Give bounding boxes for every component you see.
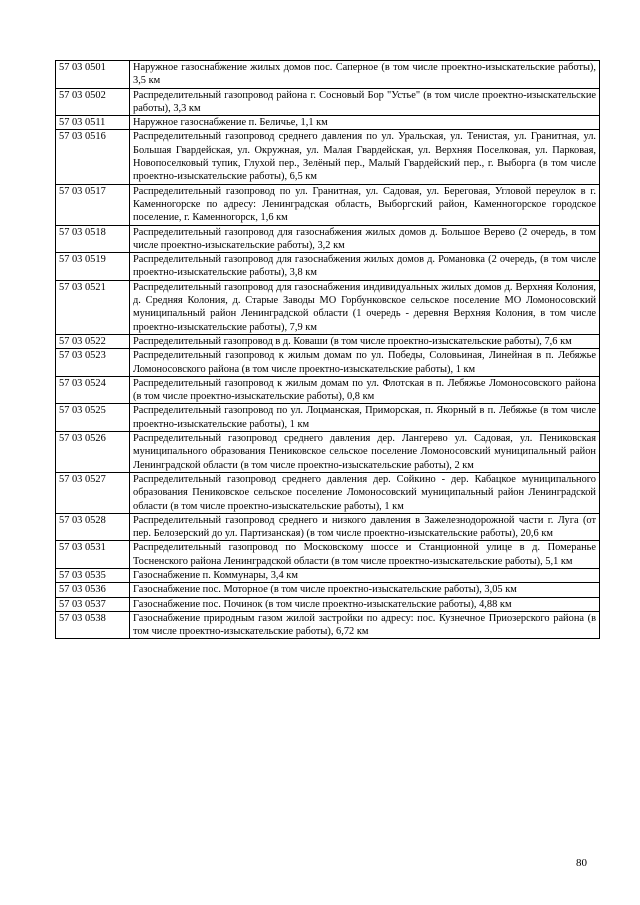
project-description: Распределительный газопровод в д. Коваши (в том числе проектно-изыскательские работы), 7,6 км: [130, 334, 600, 348]
table-body: [56, 61, 600, 639]
project-description: Распределительный газопровод по ул. Лоцманская, Приморская, п. Якорный в п. Лебяжье (в том числе проектно-изыскательские работы), 1 км: [130, 404, 600, 432]
project-description: Газоснабжение пос. Моторное (в том числе проектно-изыскательские работы), 3,05 км: [130, 583, 600, 597]
project-description: Газоснабжение природным газом жилой застройки по адресу: пос. Кузнечное Приозерского района (в том числе проектно-изыскательские работы), 6,72 км: [130, 611, 600, 639]
project-code: 57 03 0519: [56, 253, 130, 281]
project-description: Распределительный газопровод для газоснабжения жилых домов д. Романовка (2 очередь, (в том числе проектно-изыскательские работы), 3,8 км: [130, 253, 600, 281]
project-description: Наружное газоснабжение жилых домов пос. Саперное (в том числе проектно-изыскательские работы), 3,5 км: [130, 61, 600, 89]
project-code: 57 03 0524: [56, 376, 130, 404]
table-row: [56, 513, 600, 541]
project-description: Газоснабжение пос. Починок (в том числе проектно-изыскательские работы), 4,88 км: [130, 597, 600, 611]
table-row: [56, 568, 600, 582]
table-row: [56, 334, 600, 348]
project-description: Распределительный газопровод среднего и низкого давления в Зажелезнодорожной части г. Луга (от пер. Белозерский до ул. Партизанская) (в том числе проектно-изыскательские работы), 20,6 км: [130, 513, 600, 541]
table-row: [56, 404, 600, 432]
project-description: Распределительный газопровод по ул. Гранитная, ул. Садовая, ул. Береговая, Угловой переулок в г. Каменногорске по адресу: Ленинградская область, Выборгский район, Каменногорское городское поселение, г. Каменногорск, 1,6 км: [130, 184, 600, 225]
project-description: Распределительный газопровод к жилым домам по ул. Победы, Соловьиная, Линейная в п. Лебяжье Ломоносовского района (в том числе проектно-изыскательские работы), 1 км: [130, 349, 600, 377]
table-row: [56, 280, 600, 334]
table-row: [56, 597, 600, 611]
project-code: 57 03 0536: [56, 583, 130, 597]
project-description: Распределительный газопровод для газоснабжения жилых домов д. Большое Верево (2 очередь, в том числе проектно-изыскательские работы), 3,2 км: [130, 225, 600, 253]
table-row: [56, 349, 600, 377]
table-row: [56, 541, 600, 569]
project-description: Распределительный газопровод по Московскому шоссе и Станционной улице в д. Померанье Тосненского района Ленинградской области (в том числе проектно-изыскательские работы), 5,1 км: [130, 541, 600, 569]
table-row: [56, 253, 600, 281]
project-code: 57 03 0537: [56, 597, 130, 611]
table-row: [56, 130, 600, 184]
project-code: 57 03 0511: [56, 116, 130, 130]
table-row: [56, 116, 600, 130]
table-row: [56, 88, 600, 116]
project-code: 57 03 0518: [56, 225, 130, 253]
table-row: [56, 225, 600, 253]
table-row: [56, 432, 600, 473]
project-description: Распределительный газопровод района г. Сосновый Бор "Устье" (в том числе проектно-изыскательские работы), 3,3 км: [130, 88, 600, 116]
project-code: 57 03 0531: [56, 541, 130, 569]
project-code: 57 03 0528: [56, 513, 130, 541]
project-code: 57 03 0526: [56, 432, 130, 473]
project-code: 57 03 0516: [56, 130, 130, 184]
table-row: [56, 611, 600, 639]
table-row: [56, 472, 600, 513]
project-code: 57 03 0538: [56, 611, 130, 639]
project-description: Распределительный газопровод среднего давления дер. Сойкино - дер. Кабацкое муниципального образования Пениковское сельское поселение Ломоносовский муниципальный район Ленинградской области (в том числе проектно-изыскательские работы), 1 км: [130, 472, 600, 513]
project-code: 57 03 0525: [56, 404, 130, 432]
table-row: [56, 376, 600, 404]
project-description: Распределительный газопровод среднего давления дер. Лангерево ул. Садовая, ул. Пениковская муниципального образования Пениковское сельское поселение Ломоносовский муниципальный район Ленинградской области (в том числе проектно-изыскательские работы), 2 км: [130, 432, 600, 473]
project-description: Наружное газоснабжение п. Беличье, 1,1 км: [130, 116, 600, 130]
table-row: [56, 61, 600, 89]
project-code: 57 03 0522: [56, 334, 130, 348]
gas-projects-table: [55, 60, 600, 639]
project-description: Распределительный газопровод для газоснабжения индивидуальных жилых домов д. Верхняя Колония, д. Средняя Колония, д. Старые Заводы МО Горбунковское сельское поселение МО Ломоносовский муниципальный район Ленинградской области (1 очередь - деревня Верхняя Колония, в том числе проектно-изыскательские работы), 7,9 км: [130, 280, 600, 334]
project-code: 57 03 0535: [56, 568, 130, 582]
table-row: [56, 583, 600, 597]
project-description: Газоснабжение п. Коммунары, 3,4 км: [130, 568, 600, 582]
project-code: 57 03 0517: [56, 184, 130, 225]
table-row: [56, 184, 600, 225]
project-code: 57 03 0521: [56, 280, 130, 334]
page-number: 80: [576, 857, 587, 869]
project-description: Распределительный газопровод к жилым домам по ул. Флотская в п. Лебяжье Ломоносовского района (в том числе проектно-изыскательские работы), 0,8 км: [130, 376, 600, 404]
project-code: 57 03 0501: [56, 61, 130, 89]
project-code: 57 03 0502: [56, 88, 130, 116]
project-code: 57 03 0523: [56, 349, 130, 377]
project-description: Распределительный газопровод среднего давления по ул. Уральская, ул. Тенистая, ул. Гранитная, ул. Большая Гвардейская, ул. Окружная, ул. Малая Гвардейская, ул. Верхняя Поселковая, ул. Парковая, Новопоселковый тупик, Глухой пер., Зелёный пер., Малый Гвардейский пер., г. Выборга (в том числе проектно-изыскательские работы), 6,5 км: [130, 130, 600, 184]
project-code: 57 03 0527: [56, 472, 130, 513]
